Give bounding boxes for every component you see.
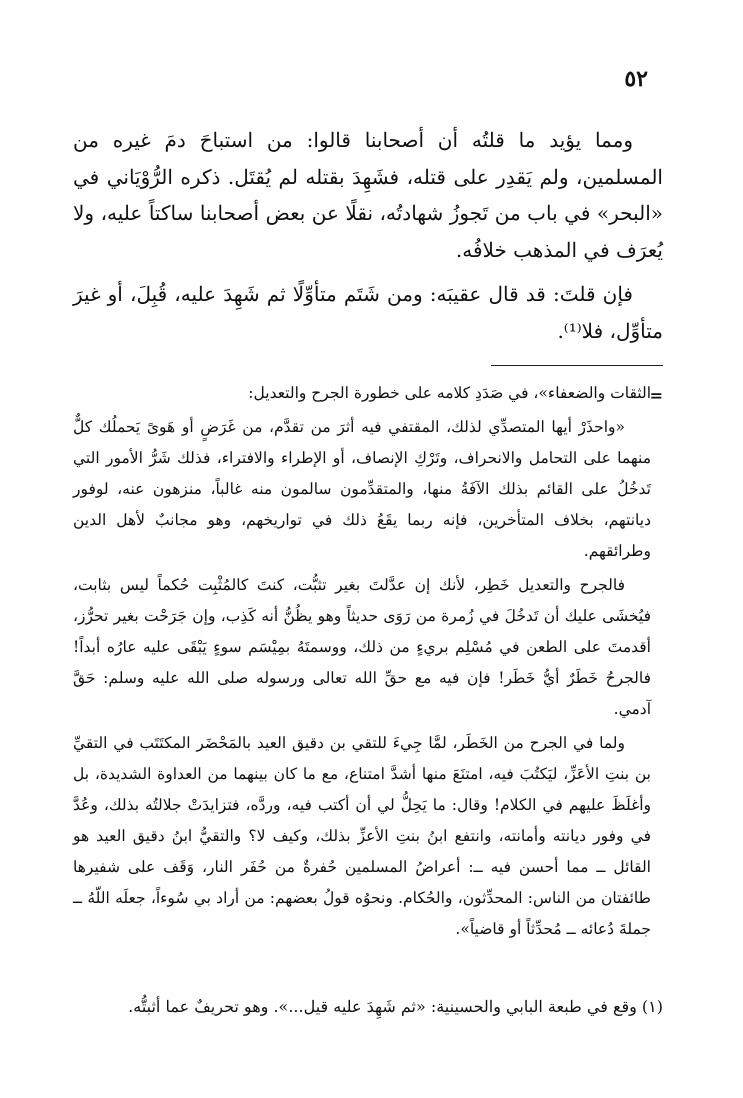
main-paragraph: فإن قلتَ: قد قال عقيبَه: ومن شَتَم متأوِّلًا ثم شَهِدَ عليه، قُبِلَ، أو غيرَ متأوِّل، فلا⁽¹⁾. [73, 282, 663, 343]
footnote-1: (١) وقع في طبعة البابي والحسينية: «ثم شَهِدَ عليه قيل...». وهو تحريفٌ عما أثبتُّه. [128, 997, 663, 1016]
footnote-paragraph: «واحذَرْ أيها المتصدِّي لذلك، المقتفي فيه أثرَ من تقدَّم، من غَرَضٍ أو هَوىً يَحملُك كلٌّ منهما على التحامل والانحراف، وتَرْكِ الإنصاف، أو الإطراء والافتراء، فذلك شَرُّ الأمور التي تَدخُلُ على القائم بذلك الآفَةُ منها، والمتقدِّمون سالمون منه غالباً، منزهون عنه، لوفور ديانتهم، بخلاف المتأخرين، فإنه ربما يقَعُ ذلك في تواريخهم، وهو مجانبٌ لأهل الدين وطرائقهم. [73, 418, 651, 560]
footnote-continuation-marker: = [649, 386, 663, 405]
footnote-paragraph: ولما في الجرح من الخَطَر، لمَّا جِيءَ للتقي بن دقيق العيد بالمَحْضَر المكتَتَب في التقيِّ بن بنتِ الأعَزِّ، ليَكتُبَ فيه، امتنَعَ منها أشدَّ امتناع، مع ما كان بينهما من العداوة الشديدة، بل وأغلَظَ عليهم في الكلام! وقال: ما يَحِلُّ لي أن أكتب فيه، وردَّه، فتزايدَتْ جلالتُه بذلك، وعُدَّ في وفور ديانته وأمانته، وانتفع ابنُ بنتِ الأعزِّ بذلك، وكيف لا؟ والتقيُّ ابنُ دقيق العيد هو القائل ــ مما أحسن فيه ــ: أعراضُ المسلمين حُفرةٌ من حُفَر النار، وَقَف على شفيرها طائفتان من الناس: المحدِّثون، والحُكام. ونحوُه قولُ بعضهم: من أراد بي سُوءاً، جعلَه اللّهُ ــ جملةَ دُعائه ــ مُحدِّثاً أو قاضياً». [73, 734, 651, 938]
page-number: ٥٢ [624, 66, 648, 92]
footnote-separator [491, 365, 663, 366]
main-paragraph: ومما يؤيد ما قلتُه أن أصحابنا قالوا: من استباحَ دمَ غيره من المسلمين، ولم يَقدِر على قتله، فشَهِدَ بقتله لم يُقتَل. ذكره الرُّوْيَاني في «البحر» في باب من تَجوزُ شهادتُه، نقلًا عن بعض أصحابنا ساكتاً عليه، ولا يُعرَف في المذهب خلافُه. [73, 128, 663, 262]
footnote-block [73, 378, 651, 948]
main-text [73, 122, 663, 357]
footnote-paragraph: الثقات والضعفاء»، في صَدَدِ كلامه على خطورة الجرح والتعديل: [248, 384, 651, 402]
footnote-paragraph: فالجرح والتعديل خَطِر، لأنك إن عدَّلتَ بغير تثبُّت، كنتَ كالمُثْبِت حُكماً ليس بثابت، فيُخشَى عليك أن تَدخُلَ في زُمرة من رَوَى حديثاً وهو يظُنُّ أنه كَذِب، وإن جَرَحْت بغير تحرُّز، أقدمتَ على الطعن في مُسْلِم بريءٍ من ذلك، ووسمتَهُ بمِيْسَم سوءٍ يَبْقَى عليه عارُه أبداً! فالجرحُ خَطَرٌ أيُّ خَطَر! فإن فيه مع حقِّ الله تعالى ورسوله صلى الله عليه وسلم: حَقَّ آدمي. [73, 576, 651, 718]
